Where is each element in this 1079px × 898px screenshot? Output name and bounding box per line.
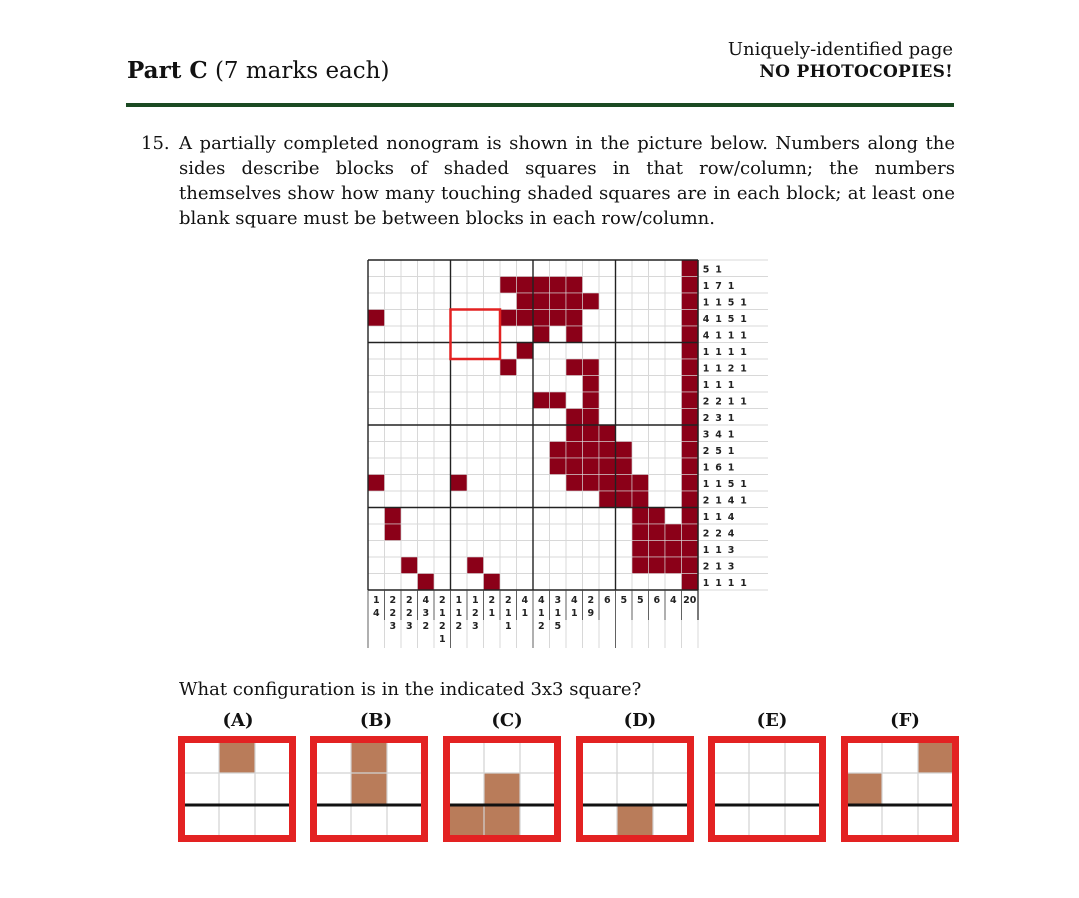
filled-cell	[533, 293, 550, 310]
filled-cell	[649, 541, 666, 558]
row-clue: 2	[727, 363, 735, 375]
row-clue: 2	[702, 413, 710, 424]
row-clue: 1	[715, 380, 722, 391]
header-divider	[126, 103, 954, 107]
row-clue: 4	[727, 512, 735, 523]
row-clue: 1	[727, 413, 735, 424]
filled-cell	[682, 524, 699, 541]
col-clue: 2	[455, 621, 463, 632]
col-clue: 3	[471, 621, 479, 632]
filled-cell	[451, 475, 468, 492]
filled-cell	[566, 475, 583, 492]
filled-cell	[566, 409, 583, 426]
filled-cell	[484, 574, 501, 591]
filled-cell	[550, 293, 567, 310]
question-number: 15.	[141, 133, 170, 154]
col-clue: 6	[653, 595, 661, 606]
row-clue: 1	[727, 446, 735, 457]
col-clue: 1	[488, 608, 496, 619]
filled-cell	[682, 326, 699, 343]
filled-cell	[682, 458, 699, 475]
row-clue: 1	[702, 545, 710, 556]
option-filled-cell	[448, 805, 484, 837]
filled-cell	[616, 442, 633, 459]
row-clue: 5	[727, 479, 735, 490]
col-clue: 3	[389, 621, 397, 632]
row-clue: 1	[715, 314, 722, 325]
question-text: A partially completed nonogram is shown in the picture below. Numbers along the sides describe blocks of shaded squares in that row/column; the numbers themselves show how many touching shaded squares are in each block; at least one blank square must be between blocks in each row/column.	[179, 133, 955, 229]
filled-cell	[649, 508, 666, 525]
filled-cell	[500, 310, 517, 327]
filled-cell	[632, 524, 649, 541]
filled-cell	[599, 491, 616, 508]
row-clue: 1	[715, 495, 722, 507]
row-clue: 1	[727, 380, 735, 391]
col-clue: 5	[620, 595, 628, 606]
row-clue: 1	[702, 281, 710, 292]
row-clue: 1	[727, 462, 735, 474]
filled-cell	[583, 359, 600, 376]
option-filled-cell	[351, 773, 387, 805]
filled-cell	[616, 475, 633, 492]
filled-cell	[566, 359, 583, 376]
filled-cell	[682, 557, 699, 574]
filled-cell	[533, 326, 550, 343]
col-clue: 2	[587, 595, 595, 606]
filled-cell	[566, 326, 583, 343]
row-clue: 1	[715, 479, 722, 490]
row-clue: 3	[727, 561, 735, 573]
col-clue: 4	[422, 595, 430, 606]
filled-cell	[682, 508, 699, 525]
col-clue: 2	[504, 595, 512, 606]
filled-cell	[500, 277, 517, 294]
filled-cell	[583, 442, 600, 459]
filled-cell	[632, 491, 649, 508]
col-clue: 20	[683, 595, 697, 606]
option-b-label: (B)	[359, 710, 393, 731]
filled-cell	[517, 293, 534, 310]
row-clue: 4	[727, 495, 735, 507]
page-notice	[728, 38, 953, 82]
col-clue: 1	[537, 608, 545, 619]
option-c-grid[interactable]	[443, 736, 561, 842]
filled-cell	[517, 310, 534, 327]
filled-cell	[599, 475, 616, 492]
filled-cell	[632, 508, 649, 525]
filled-cell	[682, 359, 699, 376]
row-clue: 1	[727, 281, 735, 292]
col-clue: 2	[389, 608, 397, 619]
filled-cell	[649, 524, 666, 541]
filled-cell	[682, 293, 699, 310]
config-question: What configuration is in the indicated 3x3 square?	[179, 679, 642, 700]
filled-cell	[550, 458, 567, 475]
highlight-square	[451, 310, 501, 360]
row-clue: 1	[727, 330, 735, 342]
row-clue: 3	[715, 413, 722, 424]
row-clue: 1	[727, 429, 735, 441]
col-clue: 3	[422, 608, 430, 619]
row-clue: 4	[715, 429, 722, 441]
filled-cell	[632, 557, 649, 574]
col-clue: 5	[636, 595, 644, 606]
filled-cell	[566, 425, 583, 442]
row-clue: 1	[715, 330, 722, 342]
col-clue: 4	[669, 595, 677, 606]
option-filled-cell	[484, 773, 520, 805]
row-clue: 1	[740, 396, 747, 408]
col-clue: 4	[521, 595, 529, 606]
row-clue: 2	[702, 446, 710, 457]
filled-cell	[583, 475, 600, 492]
row-clue: 1	[715, 264, 722, 276]
row-clue: 2	[715, 396, 722, 408]
option-f-grid[interactable]	[841, 736, 959, 842]
option-e-grid[interactable]	[708, 736, 826, 842]
filled-cell	[368, 310, 385, 327]
col-clue: 2	[389, 595, 397, 606]
filled-cell	[566, 310, 583, 327]
row-clue: 5	[715, 446, 722, 457]
row-clue: 3	[727, 545, 735, 556]
row-clue: 1	[715, 297, 722, 309]
col-clue: 3	[405, 621, 413, 632]
col-clue: 3	[554, 595, 562, 606]
filled-cell	[550, 310, 567, 327]
filled-cell	[385, 508, 402, 525]
col-clue: 2	[438, 621, 446, 632]
option-filled-cell	[219, 741, 255, 773]
row-clue: 1	[740, 314, 747, 325]
row-clue: 2	[715, 528, 722, 540]
option-a-grid[interactable]	[178, 736, 296, 842]
filled-cell	[682, 260, 699, 277]
option-filled-cell	[918, 741, 954, 773]
col-clue: 1	[455, 608, 463, 619]
filled-cell	[467, 557, 484, 574]
part-heading	[127, 57, 389, 84]
no-photocopies-label: NO PHOTOCOPIES!	[759, 62, 953, 82]
row-clue: 1	[715, 512, 722, 523]
marks-label: (7 marks each)	[214, 58, 390, 84]
filled-cell	[385, 524, 402, 541]
filled-cell	[401, 557, 418, 574]
col-clue: 1	[504, 608, 512, 619]
row-clue: 2	[702, 495, 710, 507]
row-clue: 1	[715, 578, 722, 589]
filled-cell	[682, 442, 699, 459]
filled-cell	[550, 442, 567, 459]
option-d-label: (D)	[623, 710, 657, 731]
row-clue: 1	[740, 330, 747, 342]
col-clue: 4	[537, 595, 545, 606]
col-clue: 2	[537, 621, 545, 632]
filled-cell	[665, 524, 682, 541]
col-clue: 1	[438, 608, 446, 619]
option-b-grid[interactable]	[310, 736, 428, 842]
filled-cell	[682, 392, 699, 409]
row-clue: 6	[715, 462, 722, 474]
option-filled-cell	[846, 773, 882, 805]
col-clue: 4	[570, 595, 578, 606]
unique-page-label: Uniquely-identified page	[727, 39, 953, 60]
col-clue: 4	[372, 608, 380, 619]
row-clue: 1	[702, 578, 710, 589]
row-clue: 1	[740, 347, 747, 358]
col-clue: 2	[405, 608, 413, 619]
question-block	[141, 131, 955, 231]
filled-cell	[649, 557, 666, 574]
filled-cell	[632, 541, 649, 558]
col-clue: 2	[422, 621, 430, 632]
row-clue: 1	[702, 479, 710, 490]
col-clue: 5	[554, 621, 562, 632]
part-label: Part C	[127, 57, 208, 84]
filled-cell	[682, 541, 699, 558]
row-clue: 1	[702, 512, 710, 523]
col-clue: 6	[603, 595, 611, 606]
filled-cell	[665, 557, 682, 574]
row-clue: 4	[702, 330, 710, 342]
filled-cell	[517, 277, 534, 294]
col-clue: 1	[372, 595, 380, 606]
option-a-label: (A)	[222, 710, 254, 731]
filled-cell	[533, 310, 550, 327]
col-clue: 1	[521, 608, 529, 619]
filled-cell	[533, 392, 550, 409]
col-clue: 9	[587, 608, 595, 619]
row-clue: 1	[702, 347, 710, 358]
filled-cell	[682, 343, 699, 360]
row-clue: 1	[740, 479, 747, 490]
col-clue: 2	[488, 595, 496, 606]
col-clue: 2	[438, 595, 446, 606]
col-clue: 1	[455, 595, 463, 606]
filled-cell	[418, 574, 435, 591]
option-c-label: (C)	[491, 710, 523, 731]
row-clue: 5	[727, 297, 735, 309]
filled-cell	[583, 425, 600, 442]
row-clue: 1	[715, 545, 722, 556]
filled-cell	[583, 392, 600, 409]
col-clue: 1	[471, 595, 479, 606]
option-d-grid[interactable]	[576, 736, 694, 842]
row-clue: 1	[702, 297, 710, 309]
filled-cell	[517, 343, 534, 360]
row-clue: 1	[702, 363, 710, 375]
filled-cell	[616, 491, 633, 508]
row-clue: 1	[715, 347, 722, 358]
row-clue: 5	[727, 314, 735, 325]
filled-cell	[566, 293, 583, 310]
filled-cell	[368, 475, 385, 492]
filled-cell	[583, 409, 600, 426]
row-clue: 1	[702, 380, 710, 391]
row-clue: 7	[715, 281, 722, 292]
filled-cell	[682, 409, 699, 426]
filled-cell	[665, 541, 682, 558]
row-clue: 2	[702, 396, 710, 408]
filled-cell	[599, 425, 616, 442]
col-clue: 1	[570, 608, 578, 619]
col-clue: 1	[438, 634, 446, 645]
filled-cell	[599, 458, 616, 475]
filled-cell	[533, 277, 550, 294]
row-clue: 1	[715, 561, 722, 573]
filled-cell	[583, 293, 600, 310]
filled-cell	[550, 392, 567, 409]
filled-cell	[682, 425, 699, 442]
option-e-label: (E)	[756, 710, 788, 731]
filled-cell	[566, 277, 583, 294]
row-clue: 2	[702, 561, 710, 573]
filled-cell	[682, 475, 699, 492]
col-clue: 2	[405, 595, 413, 606]
row-clue: 1	[727, 578, 735, 589]
row-clue: 1	[740, 578, 747, 589]
filled-cell	[682, 574, 699, 591]
row-clue: 1	[740, 495, 747, 507]
row-clue: 1	[727, 396, 735, 408]
filled-cell	[632, 475, 649, 492]
filled-cell	[682, 310, 699, 327]
row-clue: 1	[740, 297, 747, 309]
row-clue: 4	[702, 314, 710, 325]
filled-cell	[682, 277, 699, 294]
row-clue: 5	[702, 264, 710, 276]
filled-cell	[616, 458, 633, 475]
row-clue: 1	[715, 363, 722, 375]
filled-cell	[583, 458, 600, 475]
option-f-label: (F)	[890, 710, 920, 731]
filled-cell	[599, 442, 616, 459]
filled-cell	[682, 491, 699, 508]
col-clue: 1	[504, 621, 512, 632]
nonogram-puzzle	[364, 256, 784, 648]
col-clue: 1	[554, 608, 562, 619]
filled-cell	[583, 376, 600, 393]
row-clue: 1	[727, 347, 735, 358]
filled-cell	[682, 376, 699, 393]
filled-cell	[550, 277, 567, 294]
filled-cell	[566, 458, 583, 475]
row-clue: 2	[702, 528, 710, 540]
option-filled-cell	[617, 805, 653, 837]
row-clue: 1	[702, 462, 710, 474]
option-filled-cell	[351, 741, 387, 773]
filled-cell	[500, 359, 517, 376]
row-clue: 4	[727, 528, 735, 540]
option-filled-cell	[484, 805, 520, 837]
row-clue: 3	[702, 429, 710, 441]
row-clue: 1	[740, 363, 747, 375]
filled-cell	[566, 442, 583, 459]
col-clue: 2	[471, 608, 479, 619]
